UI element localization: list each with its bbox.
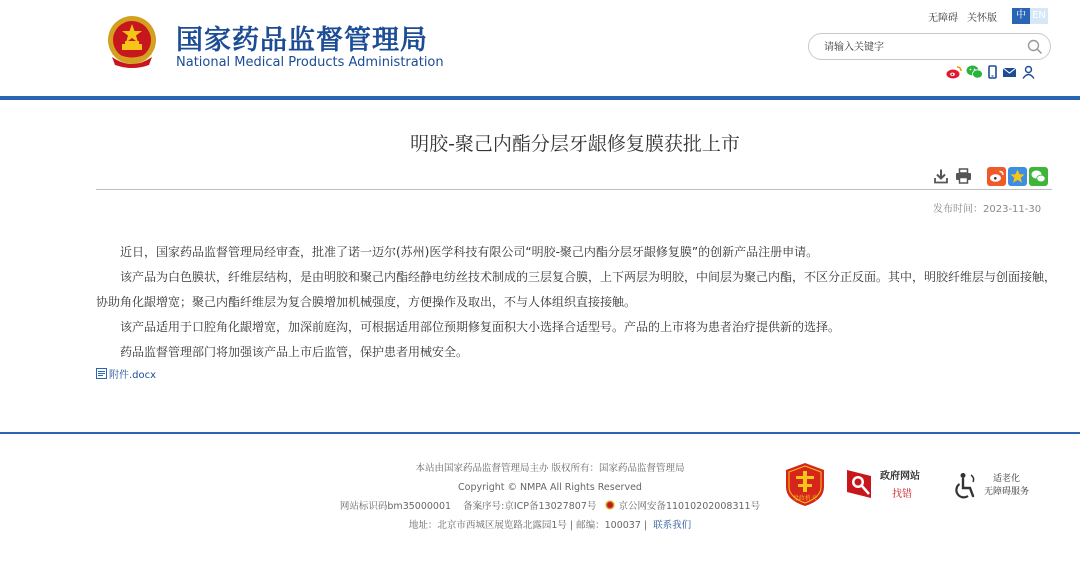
wechat-icon[interactable]: [966, 65, 983, 79]
site-title-en[interactable]: National Medical Products Administration: [176, 55, 444, 70]
magnifier-logo-icon: [845, 468, 875, 500]
footer-info: [330, 459, 770, 535]
icp-number[interactable]: 备案序号:京ICP备13027807号: [463, 501, 597, 512]
access-line1: 适老化: [993, 474, 1021, 484]
police-record[interactable]: 京公网安备11010202008311号: [618, 501, 761, 512]
address-text: 地址：北京市西城区展览路北露园1号 | 邮编：100037 |: [408, 520, 648, 531]
contact-us-link[interactable]: 联系我们: [653, 520, 692, 531]
footer-sponsor: 本站由国家药品监督管理局主办 版权所有：国家药品监督管理局: [415, 463, 685, 474]
gov-site-sub: 找错: [892, 489, 912, 500]
site-header: [0, 0, 1080, 96]
lang-en-button[interactable]: EN: [1030, 8, 1048, 24]
elderly-accessibility-service[interactable]: [953, 472, 1029, 500]
share-bar: [987, 167, 1048, 186]
footer-registration: [330, 497, 770, 516]
download-icon[interactable]: [933, 168, 949, 184]
paragraph: 该产品适用于口腔角化龈增宽，加深前庭沟，可根据适用部位预期修复面积大小选择合适型号。产品的上市将为患者治疗提供新的选择。: [120, 320, 841, 334]
top-links: [928, 9, 1006, 24]
footer-divider: [0, 432, 1080, 434]
paragraph: 近日，国家药品监督管理局经审查，批准了诺一迈尔(苏州)医学科技有限公司“明胶-聚己内酯分层牙龈修复膜”的创新产品注册申请。: [120, 245, 819, 259]
qzone-share-icon[interactable]: [1008, 167, 1027, 186]
gov-site-title: 政府网站: [880, 471, 920, 482]
weibo-share-icon[interactable]: [987, 167, 1006, 186]
article-title: 明胶-聚己内酯分层牙龈修复膜获批上市: [410, 133, 740, 155]
word-doc-icon: [96, 368, 107, 379]
footer-copyright: Copyright © NMPA All Rights Reserved: [458, 482, 642, 493]
badge-text: 党政机关: [792, 495, 818, 502]
footer-address: [330, 516, 770, 535]
paragraph: 该产品为白色膜状，纤维层结构，是由明胶和聚己内酯经静电纺丝技术制成的三层复合膜，上下两层为明胶，中间层为聚己内酯，不区分正反面。其中，明胶纤维层与创面接触，协助角化龈增宽；聚己内酯纤维层为复合膜增加机械强度，方便操作及取出，不与人体组织直接接触。: [96, 270, 1057, 309]
wechat-share-icon[interactable]: [1029, 167, 1048, 186]
accessibility-link[interactable]: 无障碍: [928, 13, 958, 24]
wheelchair-icon: [953, 472, 979, 500]
search-input[interactable]: [824, 39, 1019, 55]
user-icon[interactable]: [1021, 65, 1036, 79]
social-links: [946, 65, 1036, 79]
mobile-icon[interactable]: [987, 65, 998, 79]
national-emblem-icon: [103, 13, 161, 71]
attachment-link[interactable]: [96, 366, 156, 381]
publish-date: 发布时间：2023-11-30: [933, 204, 1042, 215]
police-badge-icon: [605, 500, 615, 510]
site-id: 网站标识码bm35000001: [339, 501, 452, 512]
party-government-badge-icon[interactable]: [784, 462, 826, 507]
article-body: [96, 240, 1056, 365]
weibo-icon[interactable]: [946, 65, 962, 79]
care-mode-link[interactable]: 关怀版: [967, 13, 997, 24]
lang-zh-button[interactable]: 中: [1012, 8, 1030, 24]
access-line2: 无障碍服务: [984, 487, 1030, 497]
article-divider: [96, 189, 1052, 190]
paragraph: 药品监督管理部门将加强该产品上市后监管，保护患者用械安全。: [120, 345, 469, 359]
language-switch: [1012, 8, 1048, 24]
attachment-label[interactable]: 附件.docx: [109, 370, 157, 381]
article-tools: [933, 168, 972, 184]
header-divider: [0, 96, 1080, 100]
search-box: [808, 33, 1051, 60]
gov-site-error-report[interactable]: [845, 467, 920, 500]
site-title-cn[interactable]: 国家药品监督管理局: [176, 25, 428, 56]
search-icon[interactable]: [1027, 39, 1043, 55]
print-icon[interactable]: [955, 168, 972, 184]
mail-icon[interactable]: [1002, 65, 1017, 79]
